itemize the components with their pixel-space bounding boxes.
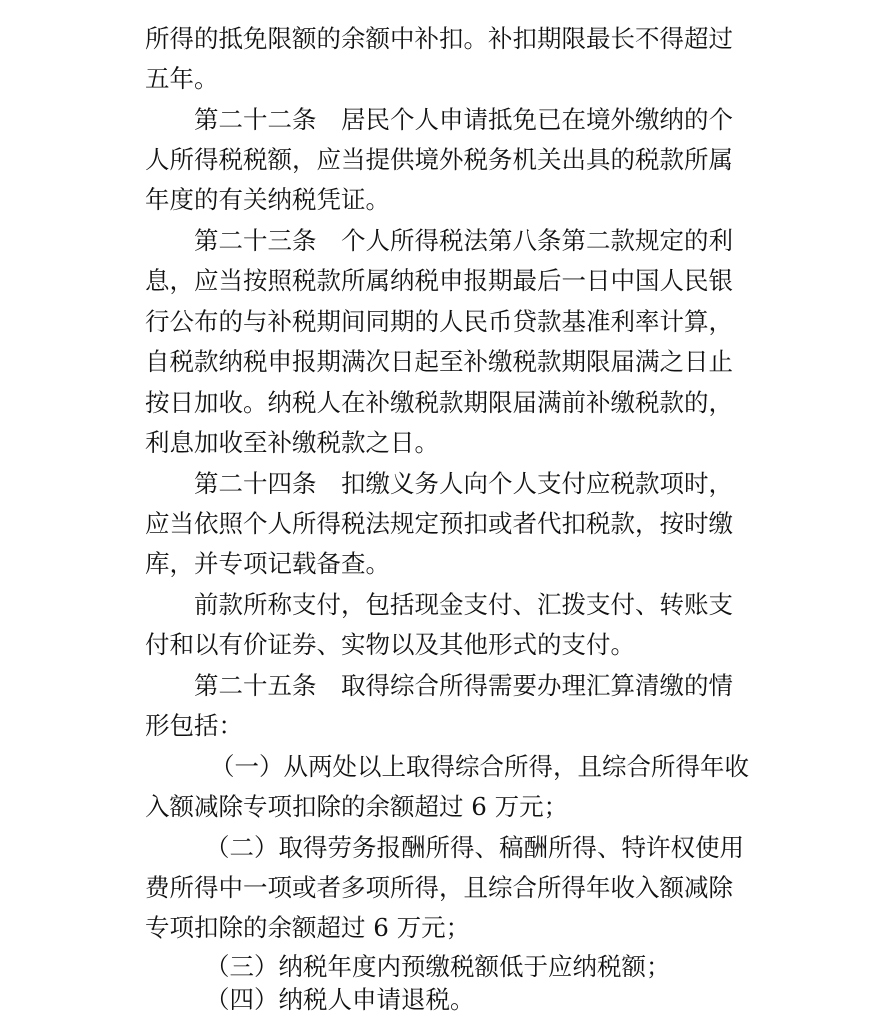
article-23-heading-line: 第二十三条 个人所得税法第八条第二款规定的利: [194, 226, 733, 255]
text-line: 形包括：: [145, 711, 243, 740]
text-line: 息，应当按照税款所属纳税申报期最后一日中国人民银: [145, 266, 733, 295]
text-line: 人所得税税额，应当提供境外税务机关出具的税款所属: [145, 145, 733, 174]
text-line: 所得的抵免限额的余额中补扣。补扣期限最长不得超过: [145, 24, 733, 53]
text-line: 按日加收。纳税人在补缴税款期限届满前补缴税款的，: [145, 388, 733, 417]
text-line: 付和以有价证券、实物以及其他形式的支付。: [145, 630, 635, 659]
text-line: 利息加收至补缴税款之日。: [145, 428, 439, 457]
text-line: 专项扣除的余额超过 6 万元；: [145, 913, 471, 942]
text-line: 费所得中一项或者多项所得，且综合所得年收入额减除: [145, 873, 733, 902]
paragraph-start-line: 前款所称支付，包括现金支付、汇拨支付、转账支: [194, 590, 733, 619]
text-line: 应当依照个人所得税法规定预扣或者代扣税款，按时缴: [145, 509, 733, 538]
text-line: 入额减除专项扣除的余额超过 6 万元；: [145, 792, 569, 821]
text-line: 年度的有关纳税凭证。: [145, 185, 390, 214]
list-item-4-line: （四）纳税人申请退税。: [205, 985, 475, 1014]
text-line: 自税款纳税申报期满次日起至补缴税款期限届满之日止: [145, 347, 733, 376]
article-25-heading-line: 第二十五条 取得综合所得需要办理汇算清缴的情: [194, 671, 733, 700]
text-line: 五年。: [145, 64, 219, 93]
text-line: 行公布的与补税期间同期的人民币贷款基准利率计算，: [145, 307, 733, 336]
list-item-2-line: （二）取得劳务报酬所得、稿酬所得、特许权使用: [205, 833, 744, 862]
article-22-heading-line: 第二十二条 居民个人申请抵免已在境外缴纳的个: [194, 105, 733, 134]
list-item-3-line: （三）纳税年度内预缴税额低于应纳税额；: [205, 952, 671, 981]
list-item-1-line: （一）从两处以上取得综合所得，且综合所得年收: [210, 752, 749, 781]
article-24-heading-line: 第二十四条 扣缴义务人向个人支付应税款项时，: [194, 469, 733, 498]
text-line: 库，并专项记载备查。: [145, 549, 390, 578]
